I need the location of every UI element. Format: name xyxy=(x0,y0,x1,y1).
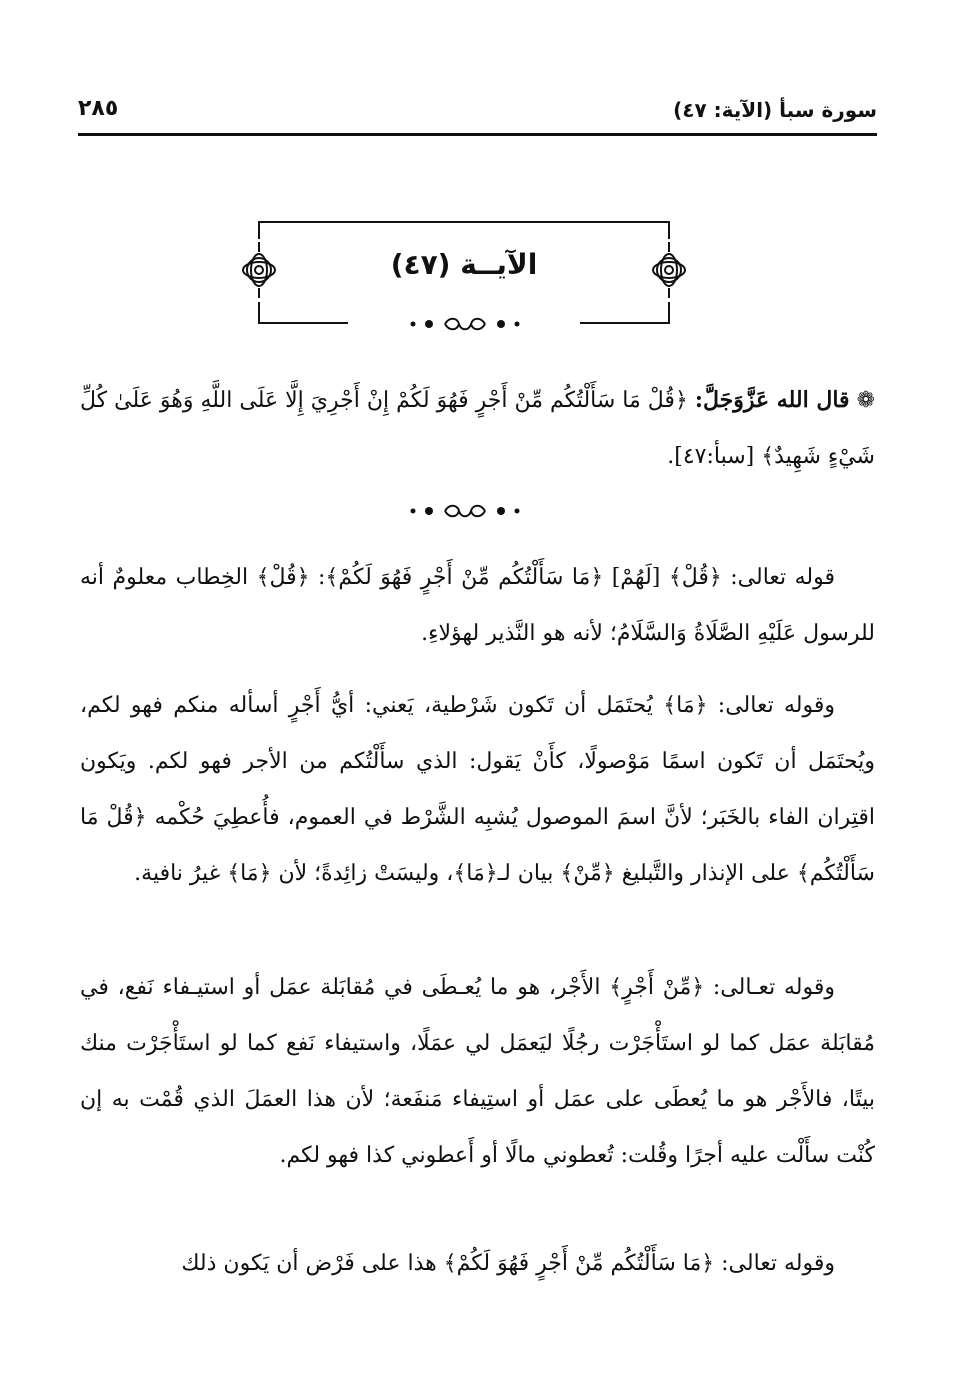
verse-text: ﴿قُلْ مَا سَأَلْتُكُم مِّنْ أَجْرٍ فَهُوَ لَكُمْ إِنْ أَجْرِيَ إِلَّا عَلَى اللَّهِ وَهُوَ عَلَىٰ كُلِّ شَيْءٍ شَهِيدٌ﴾ xyxy=(80,388,875,469)
frame-right-lower xyxy=(668,302,670,323)
flower-ornament-icon: ❁ xyxy=(856,388,876,413)
frame-bottom-left-line xyxy=(258,322,348,324)
header-rule xyxy=(78,133,877,136)
frame-left-lower xyxy=(258,302,260,323)
frame-top-line xyxy=(258,221,670,223)
frame-bottom-right-line xyxy=(580,322,670,324)
dots-ornament-icon xyxy=(405,502,525,520)
frame-left-upper xyxy=(258,221,260,239)
celtic-knot-icon xyxy=(239,240,279,300)
verse-reference: [سبأ:٤٧]. xyxy=(667,444,755,469)
celtic-knot-icon xyxy=(649,240,689,300)
frame-right-upper xyxy=(668,221,670,239)
paragraph-2: وقوله تعالى: ﴿مَا﴾ يُحتَمَل أن تَكون شَرْطية، يَعني: أيُّ أَجْرٍ أسأله منكم فهو لكم، ويُحتَمَل أن تَكون اسمًا مَوْصولًا، كأَنْ يَقول: الذي سأَلْتُكم من الأجر فهو لكم. ويَكون اقتِران الفاء بالخَبَر؛ لأنَّ اسمَ الموصول يُشبِه الشَّرْط في العموم، فأُعطِيَ حُكْمه ﴿قُلْ مَا سَأَلْتُكُم﴾ على الإنذار والتَّبليغ ﴿مِّنْ﴾ بيان لـ﴿مَا﴾، وليسَتْ زائِدةً؛ لأن ﴿مَا﴾ غيرُ نافية. xyxy=(80,693,875,886)
verse-intro: قال الله عَزَّوَجَلَّ: xyxy=(694,387,850,413)
page-header xyxy=(78,92,877,132)
ayah-heading: الآيــة (٤٧) xyxy=(390,248,538,281)
page-number: ٢٨٥ xyxy=(78,96,119,121)
paragraph-1: قوله تعالى: ﴿قُلْ﴾ [لَهُمْ] ﴿مَا سَأَلْتُكُم مِّنْ أَجْرٍ فَهُوَ لَكُمْ﴾: ﴿قُلْ﴾ الخِطاب معلومٌ أنه للرسول عَلَيْهِ الصَّلَاةُ وَالسَّلَامُ؛ لأنه هو النَّذير لهؤلاءِ. xyxy=(80,565,875,646)
paragraph-3: وقوله تعـالى: ﴿مِّنْ أَجْرٍ﴾ الأَجْر، هو ما يُعـطَى في مُقابَلة عمَل أو استيـفاء نَفع، في مُقابَلة عمَل كما لو استَأْجَرْت رجُلًا ليَعمَل لي عمَلًا، واستيفاء نَفع كما لو استَأْجَرْت منك بيتًا، فالأَجْر هو ما يُعطَى على عمَل أو استِيفاء مَنفَعة؛ لأن هذا العمَلَ الذي قُمْت به إن كُنْت سأَلْت عليه أجرًا وقُلت: تُعطوني مالًا أو أَعطوني كذا فهو لكم. xyxy=(80,975,875,1168)
verse-block xyxy=(80,372,875,485)
surah-title: سورة سبأ (الآية: ٤٧) xyxy=(673,98,877,122)
paragraph-4: وقوله تعالى: ﴿مَا سَأَلْتُكُم مِّنْ أَجْرٍ فَهُوَ لَكُمْ﴾ هذا على فَرْض أن يَكون ذلك xyxy=(181,1251,835,1276)
dots-ornament-icon xyxy=(405,315,525,333)
